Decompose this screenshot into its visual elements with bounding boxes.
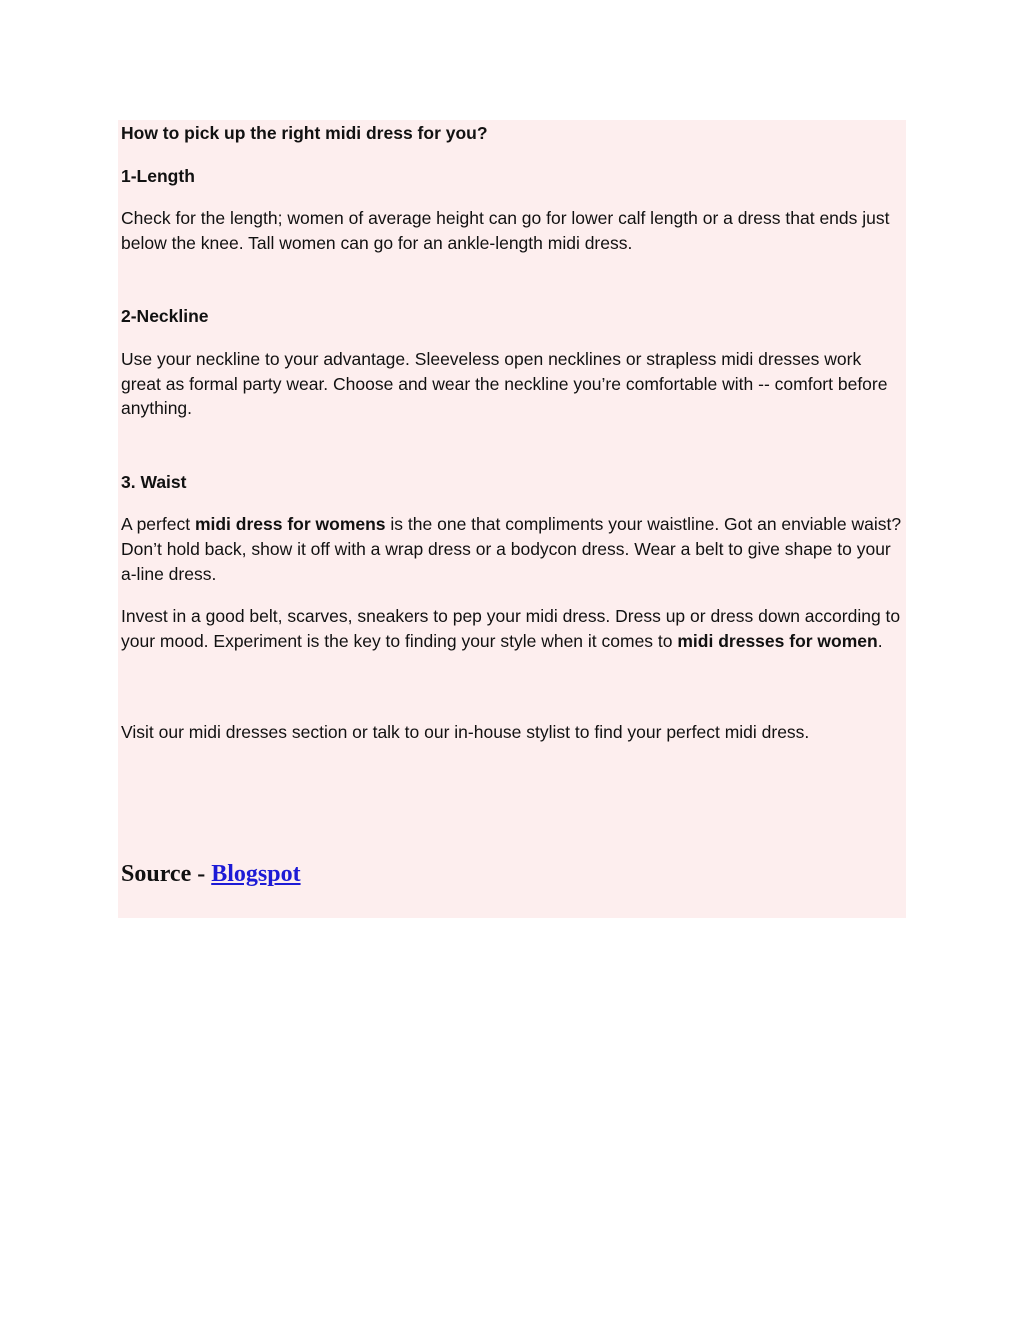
accessories-text-bold: midi dresses for women: [677, 630, 878, 651]
accessories-text-end: .: [877, 630, 883, 651]
source-label: Source -: [121, 860, 212, 887]
closing-text: Visit our midi dresses section or talk to our in-house stylist to find your perfect midi dress.: [121, 722, 810, 743]
section-heading-waist: 3. Waist: [121, 471, 187, 492]
section-text-accessories: [121, 604, 905, 653]
section-text-waist: [121, 512, 905, 586]
article-title: How to pick up the right midi dress for you?: [121, 123, 488, 143]
accessories-text-start: Invest in a good belt, scarves, sneakers to pep your midi dress. Dress up or dress down according to your mood. Experiment is the key to finding your style when it comes to: [121, 606, 901, 651]
section-heading-neckline: 2-Neckline: [121, 306, 209, 327]
section-text-length: Check for the length; women of average height can go for lower calf length or a dress that ends just below the knee. Tall women can go for an ankle-length midi dress.: [121, 208, 890, 253]
section-heading-length: 1-Length: [121, 165, 195, 186]
article: [121, 121, 905, 888]
section-text-neckline: Use your neckline to your advantage. Sleeveless open necklines or strapless midi dresses work great as formal party wear. Choose and wear the neckline you’re comfortable with -- comfort before anything.: [121, 348, 888, 419]
waist-text-end: is the one that compliments your waistline. Got an enviable waist? Don’t hold back, show it off with a wrap dress or a bodycon dress. Wear a belt to give shape to your a-line dress.: [121, 514, 902, 584]
waist-text-start: A perfect: [121, 514, 195, 535]
source-link[interactable]: Blogspot: [211, 860, 301, 887]
waist-text-bold: midi dress for womens: [194, 514, 386, 535]
source-line: [121, 860, 905, 888]
